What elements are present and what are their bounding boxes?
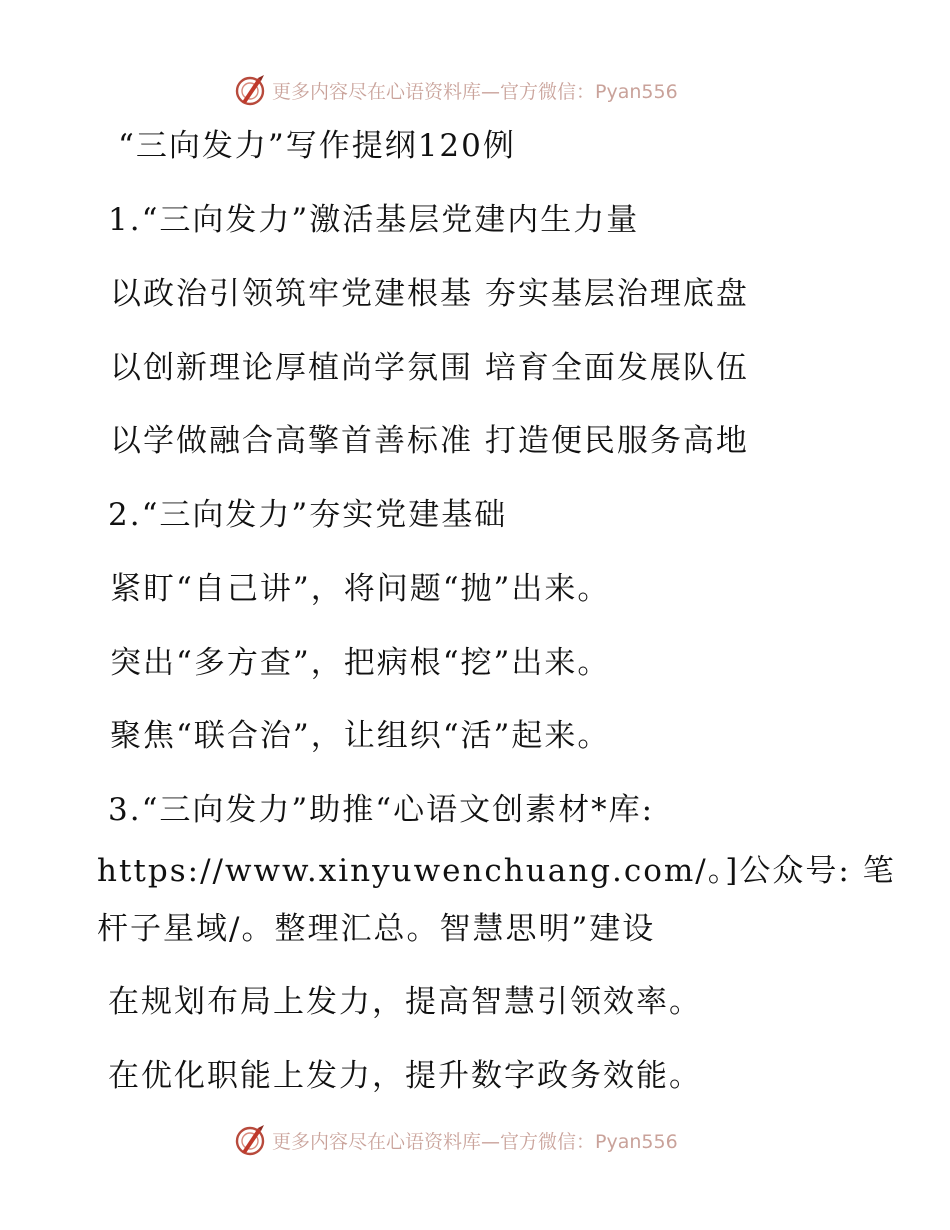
section-heading-1: 1.“三向发力”激活基层党建内生力量 <box>108 202 640 238</box>
body-line: 以学做融合高擎首善标准 打造便民服务高地 <box>110 423 749 459</box>
watermark-text: 更多内容尽在心语资料库—官方微信：Pyan556 <box>272 80 678 103</box>
body-line: 杆子星域/。整理汇总。智慧思明”建设 <box>97 911 656 947</box>
footer-watermark <box>232 1122 678 1158</box>
body-line: 突出“多方查”，把病根“挖”出来。 <box>110 645 611 681</box>
document-title: “三向发力”写作提纲120例 <box>118 128 516 164</box>
body-line: 以创新理论厚植尚学氛围 培育全面发展队伍 <box>110 350 749 386</box>
body-line: 在规划布局上发力，提高智慧引领效率。 <box>108 984 702 1020</box>
watermark-text: 更多内容尽在心语资料库—官方微信：Pyan556 <box>272 1130 678 1153</box>
body-line: 在优化职能上发力，提升数字政务效能。 <box>108 1058 702 1094</box>
body-line: 以政治引领筑牢党建根基 夯实基层治理底盘 <box>110 276 749 312</box>
body-line-url: https://www.xinyuwenchuang.com/。]公众号: 笔 <box>97 853 896 889</box>
section-heading-3: 3.“三向发力”助推“心语文创素材*库: <box>108 792 655 828</box>
body-line: 聚焦“联合治”，让组织“活”起来。 <box>110 718 611 754</box>
header-watermark <box>232 72 678 108</box>
body-line: 紧盯“自己讲”，将问题“抛”出来。 <box>110 571 611 607</box>
quill-seal-icon <box>232 1122 268 1158</box>
section-heading-2: 2.“三向发力”夯实党建基础 <box>108 497 508 533</box>
quill-seal-icon <box>232 72 268 108</box>
